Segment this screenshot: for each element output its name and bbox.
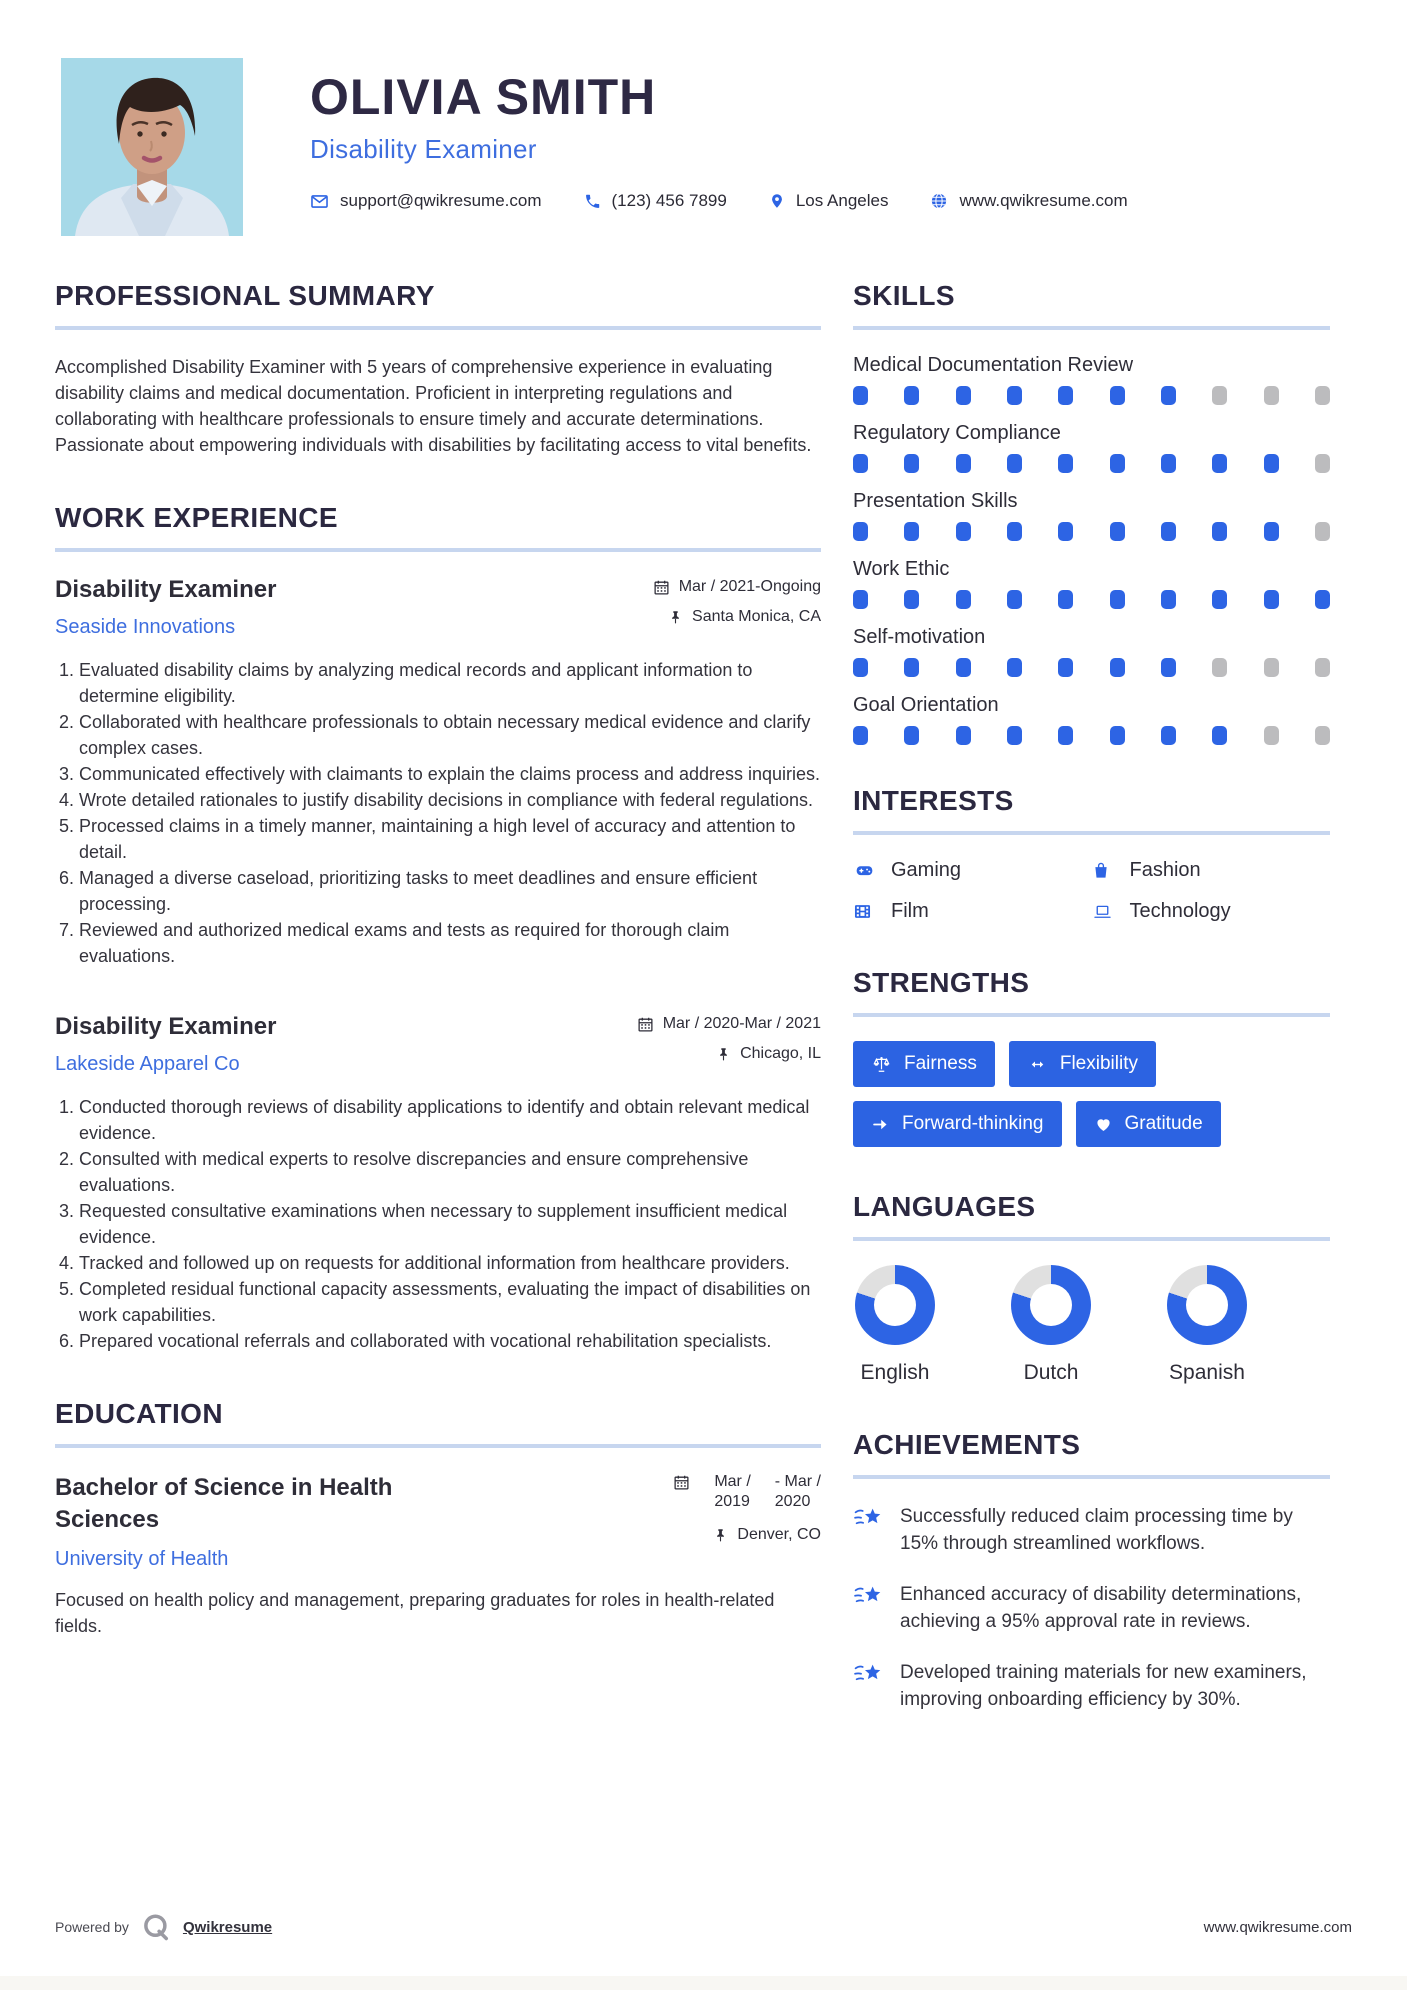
skill-dot — [1161, 522, 1176, 541]
skill-item — [853, 490, 1330, 541]
job-date: Mar / 2020-Mar / 2021 — [637, 1015, 821, 1033]
job-bullet: 6. Prepared vocational referrals and collaborated with vocational rehabilitation specialists. — [79, 1328, 821, 1354]
strengths-heading: STRENGTHS — [853, 967, 1030, 998]
skill-rating — [853, 522, 1330, 541]
job-bullet: 6. Managed a diverse caseload, prioritizing tasks to meet deadlines and ensure efficient processing. — [79, 865, 821, 917]
section-divider — [55, 326, 821, 330]
education-description: Focused on health policy and management, preparing graduates for roles in health-related fields. — [55, 1590, 775, 1636]
education-dates: Mar / 2019 - Mar / 2020 — [673, 1472, 821, 1512]
section-summary — [55, 280, 821, 458]
contact-item[interactable] — [584, 191, 727, 211]
job-bullet: 7. Reviewed and authorized medical exams and tests as required for thorough claim evaluations. — [79, 917, 821, 969]
section-divider — [55, 548, 821, 552]
skill-dot — [1058, 386, 1073, 405]
achievement-item — [853, 1659, 1330, 1713]
achievement-item — [853, 1503, 1330, 1557]
skill-dot — [1161, 726, 1176, 745]
skill-dot — [853, 522, 868, 541]
skill-dot — [904, 658, 919, 677]
skill-dot — [956, 726, 971, 745]
summary-heading: PROFESSIONAL SUMMARY — [55, 280, 435, 311]
contact-text: support@qwikresume.com — [340, 191, 542, 210]
skill-dot — [1264, 590, 1279, 609]
skill-dot — [1161, 454, 1176, 473]
skill-dot — [1161, 658, 1176, 677]
skill-dot — [1058, 658, 1073, 677]
skill-dot — [1264, 658, 1279, 677]
skill-dot — [1212, 522, 1227, 541]
section-education — [55, 1398, 821, 1639]
section-languages — [853, 1191, 1330, 1385]
strength-label: Gratitude — [1124, 1113, 1203, 1134]
map-pin-icon — [769, 193, 785, 209]
section-divider — [853, 326, 1330, 330]
interests-grid — [853, 859, 1330, 923]
skill-dot — [1110, 590, 1125, 609]
languages-list — [853, 1265, 1330, 1385]
header-text — [310, 58, 1128, 211]
skill-item — [853, 558, 1330, 609]
strength-badge — [853, 1101, 1062, 1147]
scales-icon — [871, 1055, 892, 1074]
skill-dot — [1007, 590, 1022, 609]
strength-label: Fairness — [904, 1053, 977, 1074]
language-label: Dutch — [1023, 1361, 1079, 1384]
skill-item — [853, 626, 1330, 677]
job-bullet: 3. Requested consultative examinations when necessary to supplement insufficient medical evidence. — [79, 1198, 821, 1250]
skill-name: Regulatory Compliance — [853, 422, 1061, 444]
skill-dot — [1058, 726, 1073, 745]
skill-dot — [1315, 590, 1330, 609]
skill-dot — [904, 590, 919, 609]
job-bullet: 4. Tracked and followed up on requests for additional information from healthcare providers. — [79, 1250, 821, 1276]
interests-heading: INTERESTS — [853, 785, 1014, 816]
language-item — [1011, 1265, 1091, 1385]
content-columns — [55, 280, 1330, 1757]
interest-label: Fashion — [1129, 859, 1201, 881]
skill-dot — [853, 726, 868, 745]
contact-text: www.qwikresume.com — [959, 191, 1128, 210]
globe-icon — [930, 192, 948, 210]
section-skills — [853, 280, 1330, 745]
skill-dot — [1058, 522, 1073, 541]
shooting-star-icon — [853, 1661, 884, 1693]
skill-name: Self-motivation — [853, 626, 986, 648]
skill-dot — [1058, 454, 1073, 473]
interest-label: Film — [891, 900, 929, 922]
skill-dot — [1315, 454, 1330, 473]
phone-icon — [584, 193, 601, 210]
section-achievements — [853, 1429, 1330, 1713]
strength-badges — [853, 1041, 1330, 1147]
calendar-icon — [637, 1016, 654, 1033]
job-entry — [55, 1013, 821, 1354]
interest-item — [853, 900, 1092, 923]
interest-item — [1092, 900, 1331, 923]
profile-photo-illustration — [61, 58, 243, 236]
skill-dot — [904, 522, 919, 541]
contact-text: Los Angeles — [795, 191, 889, 210]
education-date-start: Mar / — [714, 1473, 751, 1490]
skills-heading: SKILLS — [853, 280, 955, 311]
job-company[interactable]: Seaside Innovations — [55, 616, 236, 638]
achievements-heading: ACHIEVEMENTS — [853, 1429, 1081, 1460]
calendar-icon — [673, 1474, 690, 1496]
language-item — [1167, 1265, 1247, 1385]
education-date-end: - Mar / — [774, 1473, 821, 1490]
pushpin-icon — [713, 1528, 728, 1543]
skill-dot — [904, 726, 919, 745]
section-divider — [853, 1237, 1330, 1241]
language-item — [855, 1265, 935, 1385]
skill-dot — [956, 590, 971, 609]
skill-dot — [1315, 522, 1330, 541]
achievement-text: Developed training materials for new examiners, improving onboarding efficiency by 30%. — [900, 1662, 1307, 1710]
strength-badge — [853, 1041, 995, 1087]
skill-dot — [904, 454, 919, 473]
skill-item — [853, 422, 1330, 473]
skill-dot — [1007, 658, 1022, 677]
skill-dot — [1058, 590, 1073, 609]
skill-rating — [853, 454, 1330, 473]
strength-badge — [1009, 1041, 1156, 1087]
footer — [55, 1912, 1352, 1942]
skill-rating — [853, 726, 1330, 745]
job-bullets — [55, 657, 821, 969]
interest-item — [1092, 859, 1331, 882]
skill-dot — [1110, 522, 1125, 541]
arrow-right-icon — [871, 1116, 890, 1133]
skill-item — [853, 694, 1330, 745]
strength-label: Flexibility — [1059, 1053, 1138, 1074]
language-label: Spanish — [1169, 1361, 1245, 1384]
left-column — [55, 280, 821, 1683]
skills-list — [853, 354, 1330, 745]
job-title: Disability Examiner — [55, 576, 277, 603]
job-bullet: 3. Communicated effectively with claimants to explain the claims process and address inquiries. — [79, 761, 821, 787]
skill-dot — [1110, 658, 1125, 677]
achievement-text: Enhanced accuracy of disability determinations, achieving a 95% approval rate in reviews. — [900, 1584, 1302, 1632]
language-proficiency-donut — [1011, 1265, 1091, 1345]
skill-rating — [853, 590, 1330, 609]
right-column — [853, 280, 1330, 1757]
laptop-icon — [1092, 903, 1116, 921]
skill-dot — [1110, 726, 1125, 745]
skill-dot — [1161, 386, 1176, 405]
skill-dot — [1007, 522, 1022, 541]
strength-badge — [1076, 1101, 1221, 1147]
section-strengths — [853, 967, 1330, 1147]
skill-dot — [853, 590, 868, 609]
contact-row — [310, 191, 1128, 211]
job-location: Chicago, IL — [716, 1045, 821, 1063]
header — [55, 58, 1330, 236]
job-title: Disability Examiner — [55, 1013, 277, 1040]
languages-heading: LANGUAGES — [853, 1191, 1036, 1222]
language-label: English — [860, 1361, 930, 1384]
strength-label: Forward-thinking — [902, 1113, 1044, 1134]
envelope-icon — [310, 192, 329, 211]
section-interests — [853, 785, 1330, 923]
person-job-title: Disability Examiner — [310, 134, 537, 164]
skill-dot — [1315, 726, 1330, 745]
skill-rating — [853, 658, 1330, 677]
interest-label: Technology — [1129, 900, 1231, 922]
work-experience-heading: WORK EXPERIENCE — [55, 502, 338, 533]
powered-by-label: Powered by — [55, 1919, 129, 1935]
education-school[interactable]: University of Health — [55, 1548, 229, 1570]
skill-dot — [1264, 726, 1279, 745]
section-divider — [853, 1013, 1330, 1017]
job-entry — [55, 576, 821, 969]
language-proficiency-donut — [855, 1265, 935, 1345]
skill-name: Goal Orientation — [853, 694, 999, 716]
pushpin-icon — [668, 610, 683, 625]
education-location: Denver, CO — [713, 1526, 821, 1544]
skill-dot — [1264, 522, 1279, 541]
interest-label: Gaming — [891, 859, 962, 881]
job-bullets — [55, 1094, 821, 1354]
job-bullet: 1. Evaluated disability claims by analyzing medical records and applicant information to determine eligibility. — [79, 657, 821, 709]
skill-dot — [1315, 386, 1330, 405]
skill-dot — [956, 522, 971, 541]
heart-icon — [1094, 1116, 1113, 1133]
skill-dot — [1212, 658, 1227, 677]
skill-dot — [956, 658, 971, 677]
pushpin-icon — [716, 1047, 731, 1062]
skill-dot — [1212, 386, 1227, 405]
job-bullet: 4. Wrote detailed rationales to justify disability decisions in compliance with federal regulations. — [79, 787, 821, 813]
contact-item[interactable] — [310, 191, 542, 211]
skill-dot — [1212, 726, 1227, 745]
skill-name: Presentation Skills — [853, 490, 1018, 512]
contact-text: (123) 456 7899 — [611, 191, 727, 210]
bottom-strip — [0, 1976, 1407, 1990]
achievement-text: Successfully reduced claim processing time by 15% through streamlined workflows. — [900, 1506, 1293, 1554]
skill-name: Medical Documentation Review — [853, 354, 1134, 376]
q-logo-icon — [141, 1912, 171, 1942]
job-company[interactable]: Lakeside Apparel Co — [55, 1053, 240, 1075]
skill-dot — [1161, 590, 1176, 609]
calendar-icon — [653, 579, 670, 596]
gamepad-icon — [853, 862, 877, 879]
skill-dot — [1315, 658, 1330, 677]
skill-dot — [1264, 386, 1279, 405]
education-heading: EDUCATION — [55, 1398, 223, 1429]
skill-dot — [1110, 386, 1125, 405]
achievements-list — [853, 1503, 1330, 1713]
skill-dot — [853, 454, 868, 473]
section-divider — [55, 1444, 821, 1448]
summary-text: Accomplished Disability Examiner with 5 years of comprehensive experience in evaluating disability claims and medical documentation. Proficient in interpreting regulations and collaborating with healthcare professionals to ensure timely and accurate determinations. Passionate about empowering individuals with disabilities by facilitating access to vital benefits. — [55, 357, 812, 455]
skill-dot — [1007, 726, 1022, 745]
skill-dot — [1007, 386, 1022, 405]
shopping-bag-icon — [1092, 861, 1116, 880]
job-bullet: 2. Collaborated with healthcare professionals to obtain necessary medical evidence and clarify complex cases. — [79, 709, 821, 761]
section-divider — [853, 831, 1330, 835]
interest-item — [853, 859, 1092, 882]
skill-dot — [1212, 454, 1227, 473]
skill-dot — [956, 386, 971, 405]
contact-item[interactable] — [769, 191, 889, 211]
job-bullet: 2. Consulted with medical experts to resolve discrepancies and ensure comprehensive evaluations. — [79, 1146, 821, 1198]
shooting-star-icon — [853, 1505, 884, 1537]
contact-item[interactable] — [930, 191, 1127, 211]
job-location: Santa Monica, CA — [668, 608, 821, 626]
skill-rating — [853, 386, 1330, 405]
skill-dot — [853, 386, 868, 405]
job-bullet: 5. Processed claims in a timely manner, maintaining a high level of accuracy and attention to detail. — [79, 813, 821, 865]
brand-link[interactable]: Qwikresume — [182, 1918, 273, 1936]
achievement-item — [853, 1581, 1330, 1635]
skill-name: Work Ethic — [853, 558, 950, 580]
skill-dot — [1264, 454, 1279, 473]
job-date: Mar / 2021-Ongoing — [653, 578, 821, 596]
skill-item — [853, 354, 1330, 405]
language-proficiency-donut — [1167, 1265, 1247, 1345]
job-bullet: 1. Conducted thorough reviews of disability applications to identify and obtain relevant medical evidence. — [79, 1094, 821, 1146]
skill-dot — [1212, 590, 1227, 609]
section-divider — [853, 1475, 1330, 1479]
shooting-star-icon — [853, 1583, 884, 1615]
education-degree: Bachelor of Science in Health Sciences — [55, 1474, 393, 1533]
profile-photo — [61, 58, 243, 236]
skill-dot — [853, 658, 868, 677]
section-work-experience — [55, 502, 821, 1354]
film-icon — [853, 902, 877, 921]
job-bullet: 5. Completed residual functional capacity assessments, evaluating the impact of disabilities on work capabilities. — [79, 1276, 821, 1328]
arrows-lr-icon — [1027, 1057, 1048, 1072]
person-name: OLIVIA SMITH — [310, 69, 657, 125]
skill-dot — [1007, 454, 1022, 473]
skill-dot — [956, 454, 971, 473]
skill-dot — [1110, 454, 1125, 473]
skill-dot — [904, 386, 919, 405]
footer-url[interactable]: www.qwikresume.com — [1203, 1918, 1352, 1936]
